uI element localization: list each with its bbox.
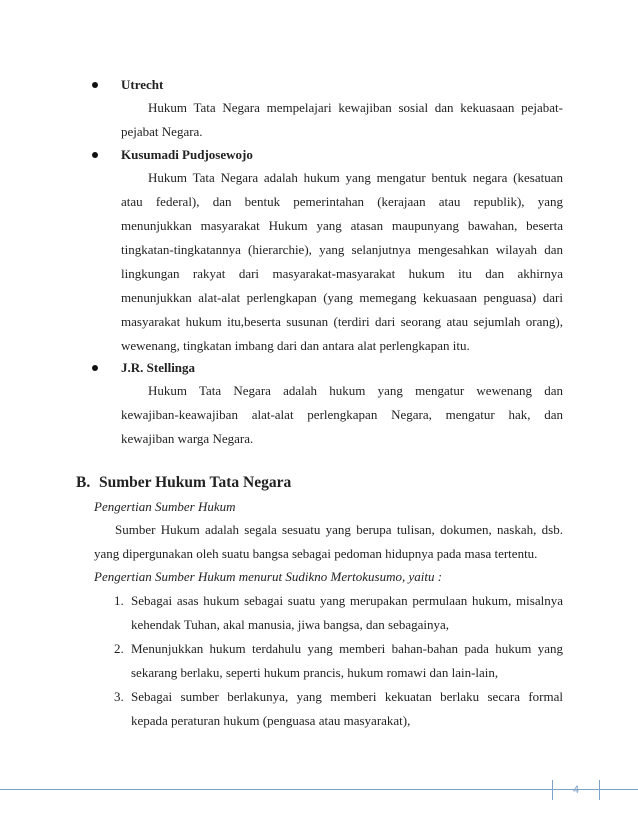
page-number: 4 [552, 780, 600, 800]
list-item-line: sekarang berlaku, seperti hukum prancis, hukum romawi dan lain-lain, [131, 665, 499, 680]
bullet-icon [92, 82, 98, 88]
bullet-icon [92, 152, 98, 158]
definition-line: masyarakat hukum itu,beserta susunan (terdiri dari seorang atau sejumlah orang), [121, 314, 563, 329]
list-number: 2. [114, 641, 124, 656]
author-name: J.R. Stellinga [121, 360, 196, 375]
subsection-title: Pengertian Sumber Hukum [94, 499, 236, 514]
list-number: 1. [114, 593, 124, 608]
definition-line: Hukum Tata Negara mempelajari kewajiban sosial dan kekuasaan pejabat- [148, 100, 563, 115]
definition-line: wewenang, tingkatan imbang dari dan antara alat perlengkapan itu. [121, 338, 470, 353]
list-item-line: Sebagai asas hukum sebagai suatu yang merupakan permulaan hukum, misalnya [131, 593, 563, 608]
section-title: Sumber Hukum Tata Negara [99, 474, 292, 491]
bullet-icon [92, 365, 98, 371]
definition-line: kewajiban warga Negara. [121, 431, 254, 446]
definition-line: menunjukkan alat-alat perlengkapan (yang memegang kekuasaan penguasa) dari [121, 290, 563, 305]
list-item-line: kehendak Tuhan, akal manusia, jiwa bangsa, dan sebagainya, [131, 617, 450, 632]
subsection-title: Pengertian Sumber Hukum menurut Sudikno Mertokusumo, yaitu : [94, 569, 443, 584]
author-name: Kusumadi Pudjosewojo [121, 147, 253, 162]
footer-rule [0, 789, 638, 790]
definition-line: Hukum Tata Negara adalah hukum yang mengatur bentuk negara (kesatuan [148, 170, 563, 185]
definition-line: Hukum Tata Negara adalah hukum yang mengatur wewenang dan [148, 383, 563, 398]
definition-line: lingkungan rakyat dari masyarakat-masyarakat hukum itu dan akhirnya [121, 266, 563, 281]
definition-line: atau federal), dan bentuk pemerintahan (kerajaan atau republik), yang [121, 194, 563, 209]
section-label: B. [76, 474, 91, 491]
definition-line: tingkatan-tingkatannya (hierarchie), yang selanjutnya mengesahkan wilayah dan [121, 242, 563, 257]
author-name: Utrecht [121, 77, 164, 92]
definition-line: pejabat Negara. [121, 124, 203, 139]
list-number: 3. [114, 689, 124, 704]
list-item-line: kepada peraturan hukum (penguasa atau masyarakat), [131, 713, 411, 728]
definition-line: kewajiban-keawajiban alat-alat perlengkapan Negara, mengatur hak, dan [121, 407, 563, 422]
list-item-line: Sebagai sumber berlakunya, yang memberi kekuatan berlaku secara formal [131, 689, 563, 704]
paragraph-line: yang dipergunakan oleh suatu bangsa sebagai pedoman hidupnya pada masa tertentu. [94, 546, 538, 561]
definition-line: menunjukkan masyarakat Hukum yang atasan maupunyang bawahan, beserta [121, 218, 563, 233]
paragraph-line: Sumber Hukum adalah segala sesuatu yang berupa tulisan, dokumen, naskah, dsb. [115, 522, 563, 537]
list-item-line: Menunjukkan hukum terdahulu yang memberi bahan-bahan pada hukum yang [131, 641, 563, 656]
